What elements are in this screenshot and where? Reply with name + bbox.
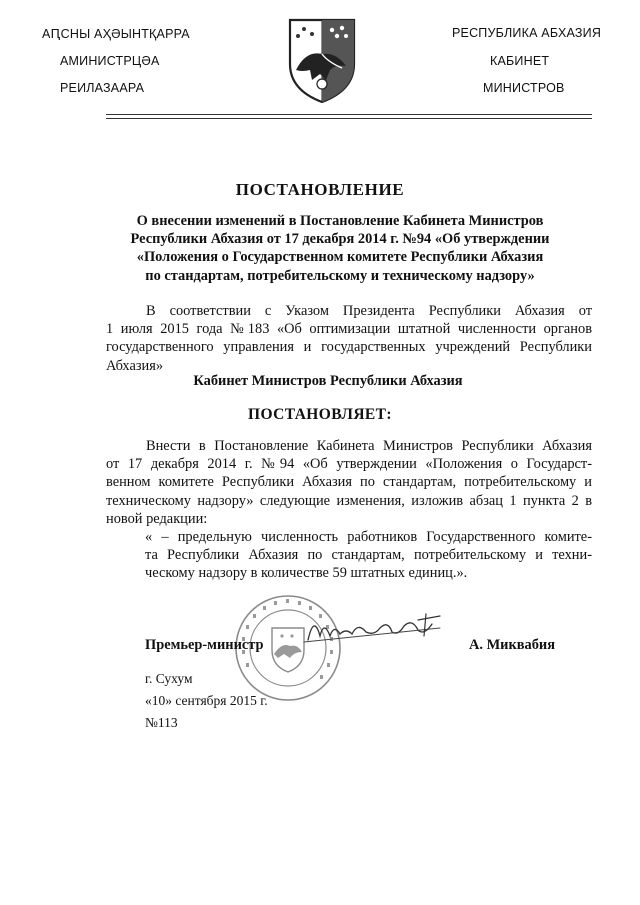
subject-line: «Положения о Государственном комитете Республики Абхазия	[136, 249, 544, 266]
place-of-issue: г. Сухум	[145, 671, 193, 686]
quote-line: « – предельную численность работников Государственного комите-	[145, 529, 592, 545]
body-line: Внести в Постановление Кабинета Министров Республики Абхазия	[146, 438, 592, 454]
body-line: техническому надзору» следующие изменения, изложив абзац 1 пункта 2 в	[106, 492, 592, 509]
issuer-line: Кабинет Министров Республики Абхазия	[193, 373, 463, 389]
header-right-line-1: РЕСПУБЛИКА АБХАЗИЯ	[452, 26, 602, 40]
signatory-name: А. Миквабия	[469, 637, 555, 653]
subject-line: по стандартам, потребительскому и техническому надзору»	[145, 267, 535, 284]
body-line: от 17 декабря 2014 г. №94 «Об утверждении «Положения о Государст-	[106, 456, 592, 473]
quote-line: ческому надзору в количестве 59 штатных единиц.».	[145, 565, 468, 582]
state-emblem-icon	[276, 14, 368, 106]
document-number: №113	[145, 715, 178, 730]
preamble-line: В соответствии с Указом Президента Республики Абхазия от	[146, 303, 592, 319]
header-left-line-1: АԤСНЫ АҲӘЫНТҚАРРА	[42, 27, 190, 41]
preamble-line: 1 июля 2015 года №183 «Об оптимизации штатной численности органов	[106, 321, 592, 338]
issue-date: «10» сентября 2015 г.	[145, 693, 268, 708]
amendment-quote	[145, 528, 592, 583]
subject-line: Республики Абхазия от 17 декабря 2014 г. №94 «Об утверждении	[130, 231, 550, 248]
header-right-line-2: КАБИНЕТ	[490, 54, 550, 68]
header-divider-top	[106, 114, 592, 115]
body-paragraph	[106, 437, 592, 528]
signatory-position: Премьер-министр	[145, 637, 264, 653]
decree-word: ПОСТАНОВЛЯЕТ:	[248, 406, 392, 423]
header-left-line-3: РЕИЛАЗААРА	[60, 81, 145, 95]
document-subject	[100, 212, 580, 285]
handwritten-signature-icon	[300, 606, 450, 654]
subject-line: О внесении изменений в Постановление Кабинета Министров	[136, 213, 544, 229]
document-type-title: ПОСТАНОВЛЕНИЕ	[235, 180, 405, 199]
preamble-line: Абхазия»	[106, 357, 164, 374]
preamble-line: государственного управления и государственных учреждений Республики	[106, 339, 592, 356]
preamble-paragraph	[106, 302, 592, 375]
body-line: новой редакции:	[106, 510, 208, 527]
header-right-line-3: МИНИСТРОВ	[483, 81, 565, 95]
header-left-line-2: АМИНИСТРЦӘА	[60, 54, 160, 68]
header-divider-bottom	[106, 118, 592, 119]
body-line: венном комитете Республики Абхазия по стандартам, потребительскому и	[106, 474, 592, 491]
quote-line: та Республики Абхазия по стандартам, потребительскому и техни-	[145, 547, 592, 564]
